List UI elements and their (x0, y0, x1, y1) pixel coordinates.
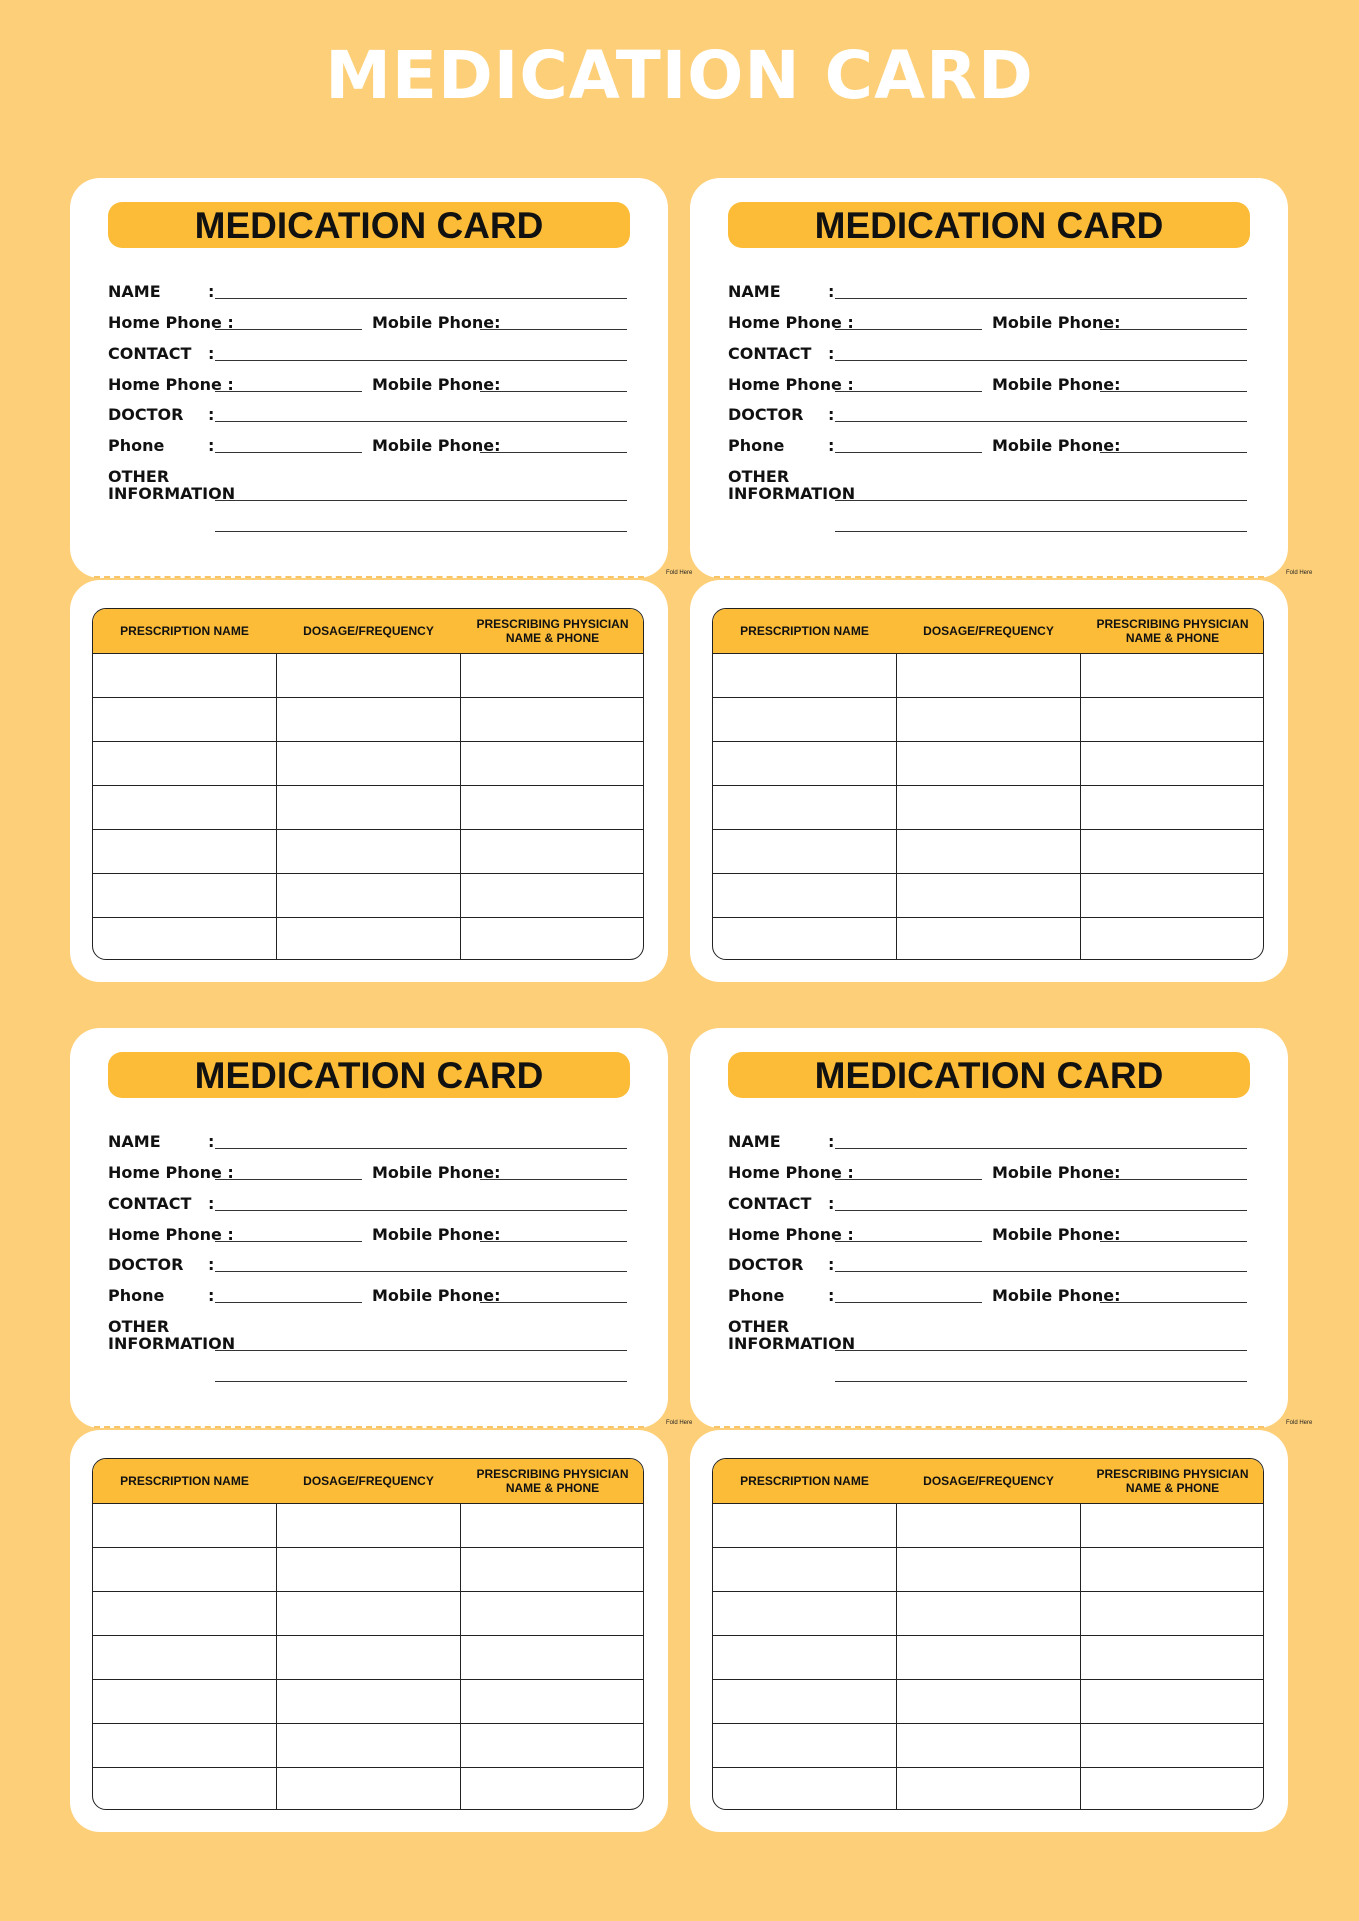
column-header: DOSAGE/FREQUENCY (923, 624, 1054, 638)
fold-label: Fold Here (1286, 1420, 1313, 1426)
medication-card-set (690, 178, 1313, 986)
table-row[interactable] (713, 1547, 1263, 1548)
column-header-line: NAME & PHONE (1125, 1481, 1220, 1495)
name-input-line[interactable] (215, 1148, 627, 1149)
other-label: OTHER (728, 1317, 790, 1336)
table-row[interactable] (93, 1503, 643, 1504)
colon: : (828, 1194, 835, 1213)
column-header-line: NAME & PHONE (1125, 631, 1220, 645)
column-header: DOSAGE/FREQUENCY (303, 624, 434, 638)
other-information-input-line-2[interactable] (215, 1381, 627, 1382)
prescription-table (92, 1458, 644, 1810)
contact-mobile-phone-label: Mobile Phone: (372, 375, 501, 394)
table-row[interactable] (93, 1723, 643, 1724)
prescription-table (712, 608, 1264, 960)
other-information-input-line[interactable] (835, 1350, 1247, 1351)
table-row[interactable] (713, 873, 1263, 874)
card-title-banner: MEDICATION CARD (728, 1052, 1250, 1098)
contact-home-phone-input-line[interactable] (215, 391, 362, 392)
phone-label: Phone (728, 1286, 785, 1305)
table-header (93, 1459, 643, 1503)
mobile-phone-label: Mobile Phone: (992, 313, 1121, 332)
doctor-label: DOCTOR (108, 1255, 184, 1274)
column-header-line: NAME & PHONE (505, 631, 600, 645)
mobile-phone-label: Mobile Phone: (372, 313, 501, 332)
name-input-line[interactable] (215, 298, 627, 299)
column-header (461, 609, 644, 653)
name-label: NAME (728, 1132, 781, 1151)
contact-label: CONTACT (728, 344, 812, 363)
contact-home-phone-label: Home Phone : (108, 375, 234, 394)
colon: : (208, 344, 215, 363)
column-header: DOSAGE/FREQUENCY (923, 1474, 1054, 1488)
column-header (461, 1459, 644, 1503)
doctor-mobile-phone-label: Mobile Phone: (372, 436, 501, 455)
column-header: PRESCRIPTION NAME (120, 1474, 249, 1488)
colon: : (828, 344, 835, 363)
column-header-line: PRESCRIBING PHYSICIAN (476, 617, 629, 631)
contact-mobile-phone-label: Mobile Phone: (992, 1225, 1121, 1244)
card-front (690, 1028, 1288, 1428)
information-label: INFORMATION (108, 1334, 236, 1353)
column-header-line: PRESCRIBING PHYSICIAN (1096, 1467, 1249, 1481)
doctor-mobile-phone-label: Mobile Phone: (372, 1286, 501, 1305)
contact-mobile-phone-input-line[interactable] (1100, 1241, 1247, 1242)
card-back (690, 1430, 1288, 1832)
fold-line (714, 576, 1264, 578)
contact-home-phone-label: Home Phone : (728, 375, 854, 394)
doctor-mobile-phone-label: Mobile Phone: (992, 1286, 1121, 1305)
contact-mobile-phone-input-line[interactable] (480, 391, 627, 392)
column-header: PRESCRIPTION NAME (740, 624, 869, 638)
column-header-line: PRESCRIBING PHYSICIAN (476, 1467, 629, 1481)
colon: : (208, 1132, 215, 1151)
table-row[interactable] (93, 1679, 643, 1680)
other-information-input-line[interactable] (215, 1350, 627, 1351)
column-header-line: PRESCRIBING PHYSICIAN (1096, 617, 1249, 631)
fold-label: Fold Here (666, 570, 693, 576)
colon: : (208, 436, 215, 455)
contact-input-line[interactable] (215, 360, 627, 361)
colon: : (828, 405, 835, 424)
table-row[interactable] (713, 1723, 1263, 1724)
card-back (70, 580, 668, 982)
table-row[interactable] (713, 829, 1263, 830)
column-header (1081, 1459, 1264, 1503)
fold-label: Fold Here (666, 1420, 693, 1426)
card-front (690, 178, 1288, 578)
contact-mobile-phone-input-line[interactable] (480, 1241, 627, 1242)
colon: : (828, 1286, 835, 1305)
mobile-phone-input-line[interactable] (480, 1179, 627, 1180)
colon: : (208, 405, 215, 424)
home-phone-input-line[interactable] (215, 329, 362, 330)
mobile-phone-input-line[interactable] (1100, 329, 1247, 330)
table-header (713, 1459, 1263, 1503)
table-row[interactable] (713, 1679, 1263, 1680)
other-label: OTHER (108, 467, 170, 486)
colon: : (208, 1255, 215, 1274)
column-divider (276, 653, 277, 959)
colon: : (828, 1255, 835, 1274)
table-row[interactable] (93, 785, 643, 786)
table-row[interactable] (93, 1591, 643, 1592)
fold-label: Fold Here (1286, 570, 1313, 576)
column-divider (896, 1503, 897, 1809)
colon: : (828, 282, 835, 301)
card-front (70, 1028, 668, 1428)
card-title-banner: MEDICATION CARD (728, 202, 1250, 248)
table-row[interactable] (713, 741, 1263, 742)
other-information-input-line-2[interactable] (835, 1381, 1247, 1382)
doctor-phone-input-line[interactable] (215, 1302, 362, 1303)
column-divider (1080, 1503, 1081, 1809)
table-row[interactable] (93, 829, 643, 830)
table-row[interactable] (93, 653, 643, 654)
other-information-input-line[interactable] (215, 500, 627, 501)
contact-label: CONTACT (108, 1194, 192, 1213)
doctor-mobile-phone-input-line[interactable] (1100, 1302, 1247, 1303)
doctor-phone-input-line[interactable] (835, 452, 982, 453)
card-back (690, 580, 1288, 982)
table-row[interactable] (713, 785, 1263, 786)
contact-home-phone-input-line[interactable] (215, 1241, 362, 1242)
table-row[interactable] (93, 697, 643, 698)
table-row[interactable] (713, 1767, 1263, 1768)
other-information-input-line-2[interactable] (215, 531, 627, 532)
contact-home-phone-input-line[interactable] (835, 1241, 982, 1242)
other-label: OTHER (108, 1317, 170, 1336)
prescription-table (92, 608, 644, 960)
card-title-banner: MEDICATION CARD (108, 202, 630, 248)
card-front (70, 178, 668, 578)
table-row[interactable] (713, 1635, 1263, 1636)
other-information-input-line-2[interactable] (835, 531, 1247, 532)
column-divider (460, 653, 461, 959)
doctor-label: DOCTOR (728, 405, 804, 424)
information-label: INFORMATION (728, 1334, 856, 1353)
name-input-line[interactable] (835, 298, 1247, 299)
colon: : (208, 282, 215, 301)
doctor-phone-input-line[interactable] (215, 452, 362, 453)
medication-card-set (690, 1028, 1313, 1836)
table-header (93, 609, 643, 653)
home-phone-input-line[interactable] (835, 1179, 982, 1180)
doctor-input-line[interactable] (215, 1271, 627, 1272)
contact-home-phone-input-line[interactable] (835, 391, 982, 392)
table-row[interactable] (713, 653, 1263, 654)
medication-card-set (70, 178, 693, 986)
column-divider (460, 1503, 461, 1809)
contact-home-phone-label: Home Phone : (728, 1225, 854, 1244)
column-divider (276, 1503, 277, 1809)
doctor-mobile-phone-input-line[interactable] (480, 452, 627, 453)
phone-label: Phone (728, 436, 785, 455)
fold-line (94, 1426, 644, 1428)
mobile-phone-input-line[interactable] (1100, 1179, 1247, 1180)
name-label: NAME (108, 1132, 161, 1151)
table-row[interactable] (93, 873, 643, 874)
contact-label: CONTACT (108, 344, 192, 363)
card-back (70, 1430, 668, 1832)
phone-label: Phone (108, 436, 165, 455)
prescription-table (712, 1458, 1264, 1810)
doctor-label: DOCTOR (728, 1255, 804, 1274)
information-label: INFORMATION (728, 484, 856, 503)
name-label: NAME (108, 282, 161, 301)
home-phone-label: Home Phone : (108, 1163, 234, 1182)
contact-home-phone-label: Home Phone : (108, 1225, 234, 1244)
fold-line (94, 576, 644, 578)
colon: : (208, 1194, 215, 1213)
home-phone-input-line[interactable] (835, 329, 982, 330)
column-header: DOSAGE/FREQUENCY (303, 1474, 434, 1488)
phone-label: Phone (108, 1286, 165, 1305)
doctor-input-line[interactable] (835, 1271, 1247, 1272)
table-row[interactable] (93, 1635, 643, 1636)
other-information-input-line[interactable] (835, 500, 1247, 501)
information-label: INFORMATION (108, 484, 236, 503)
contact-label: CONTACT (728, 1194, 812, 1213)
table-row[interactable] (713, 917, 1263, 918)
table-row[interactable] (93, 1547, 643, 1548)
doctor-label: DOCTOR (108, 405, 184, 424)
doctor-input-line[interactable] (215, 421, 627, 422)
column-divider (896, 653, 897, 959)
other-label: OTHER (728, 467, 790, 486)
table-row[interactable] (713, 697, 1263, 698)
contact-input-line[interactable] (215, 1210, 627, 1211)
column-header: PRESCRIPTION NAME (740, 1474, 869, 1488)
home-phone-label: Home Phone : (728, 313, 854, 332)
colon: : (828, 1132, 835, 1151)
table-row[interactable] (713, 1591, 1263, 1592)
home-phone-label: Home Phone : (108, 313, 234, 332)
name-label: NAME (728, 282, 781, 301)
contact-input-line[interactable] (835, 1210, 1247, 1211)
mobile-phone-input-line[interactable] (480, 329, 627, 330)
card-title-banner: MEDICATION CARD (108, 1052, 630, 1098)
doctor-phone-input-line[interactable] (835, 1302, 982, 1303)
contact-mobile-phone-label: Mobile Phone: (372, 1225, 501, 1244)
table-row[interactable] (713, 1503, 1263, 1504)
name-input-line[interactable] (835, 1148, 1247, 1149)
doctor-input-line[interactable] (835, 421, 1247, 422)
colon: : (828, 436, 835, 455)
column-header-line: NAME & PHONE (505, 1481, 600, 1495)
fold-line (714, 1426, 1264, 1428)
column-header: PRESCRIPTION NAME (120, 624, 249, 638)
contact-input-line[interactable] (835, 360, 1247, 361)
colon: : (208, 1286, 215, 1305)
doctor-mobile-phone-input-line[interactable] (480, 1302, 627, 1303)
column-divider (1080, 653, 1081, 959)
mobile-phone-label: Mobile Phone: (992, 1163, 1121, 1182)
contact-mobile-phone-label: Mobile Phone: (992, 375, 1121, 394)
mobile-phone-label: Mobile Phone: (372, 1163, 501, 1182)
doctor-mobile-phone-label: Mobile Phone: (992, 436, 1121, 455)
column-header (1081, 609, 1264, 653)
home-phone-label: Home Phone : (728, 1163, 854, 1182)
contact-mobile-phone-input-line[interactable] (1100, 391, 1247, 392)
table-header (713, 609, 1263, 653)
home-phone-input-line[interactable] (215, 1179, 362, 1180)
table-row[interactable] (93, 917, 643, 918)
table-row[interactable] (93, 741, 643, 742)
doctor-mobile-phone-input-line[interactable] (1100, 452, 1247, 453)
page-title: MEDICATION CARD (325, 37, 1034, 114)
medication-card-set (70, 1028, 693, 1836)
table-row[interactable] (93, 1767, 643, 1768)
